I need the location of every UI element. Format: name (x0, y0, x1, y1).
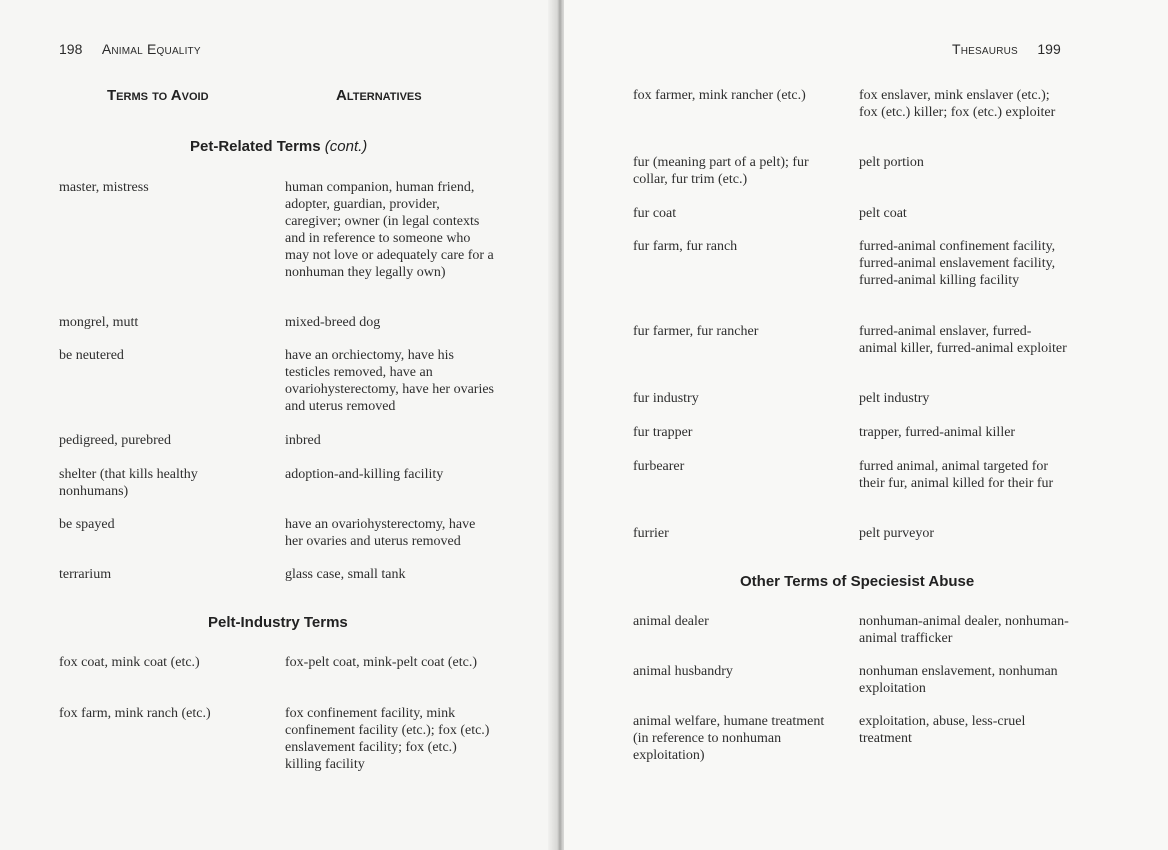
alternative-term: fox-pelt coat, mink-pelt coat (etc.) (285, 655, 478, 670)
alternative-term: fox enslaver, mink enslaver (etc.); fox (etc.) killer; fox (etc.) exploiter (859, 88, 1056, 120)
alternative-term: furred-animal enslaver, furred-animal killer, furred-animal exploiter (859, 324, 1067, 356)
alternative-term: nonhuman enslavement, nonhuman exploitation (859, 664, 1058, 696)
alternative-term: pelt portion (859, 155, 924, 170)
running-head-left: Animal Equality (101, 41, 201, 57)
alternative-term: nonhuman-animal dealer, nonhuman-animal trafficker (859, 614, 1069, 646)
section-title-pelt-industry: Pelt-Industry Terms (208, 614, 348, 631)
right-page-header (952, 41, 1061, 57)
alternative-term: mixed-breed dog (285, 315, 381, 330)
section-title-pet-text: Pet-Related Terms (190, 138, 321, 155)
term-to-avoid: furbearer (633, 459, 685, 474)
term-to-avoid: fur industry (633, 391, 699, 406)
left-page-header (59, 41, 201, 57)
alternative-term: exploitation, abuse, less-cruel treatment (859, 714, 1026, 746)
term-to-avoid: be spayed (59, 517, 115, 532)
running-head-right: Thesaurus (952, 41, 1018, 57)
term-to-avoid: fur farm, fur ranch (633, 239, 738, 254)
term-to-avoid: animal dealer (633, 614, 709, 629)
alternative-term: adoption-and-killing facility (285, 467, 444, 482)
term-to-avoid: fur trapper (633, 425, 693, 440)
term-to-avoid: furrier (633, 526, 669, 541)
page-number-left: 198 (59, 41, 83, 57)
term-to-avoid: fur (meaning part of a pelt); fur collar, fur trim (etc.) (633, 155, 809, 187)
right-page (564, 0, 1168, 850)
alternative-term: glass case, small tank (285, 567, 406, 582)
alternative-term: trapper, furred-animal killer (859, 425, 1016, 440)
term-to-avoid: fur farmer, fur rancher (633, 324, 759, 339)
term-to-avoid: fox farmer, mink rancher (etc.) (633, 88, 806, 103)
section-title-pet-note: (cont.) (324, 138, 368, 155)
column-heading-terms-to-avoid: Terms to Avoid (107, 87, 209, 104)
term-to-avoid: pedigreed, purebred (59, 433, 171, 448)
section-title-other-speciesist-terms: Other Terms of Speciesist Abuse (740, 573, 975, 590)
term-to-avoid: be neutered (59, 348, 124, 363)
term-to-avoid: terrarium (59, 567, 112, 582)
term-to-avoid: fur coat (633, 206, 677, 221)
alternative-term: inbred (285, 433, 321, 448)
section-title-pet-related (190, 138, 367, 155)
term-to-avoid: master, mistress (59, 180, 149, 195)
alternative-term: fox confinement facility, mink confinement facility (etc.); fox (etc.) enslavement facility; fox (etc.) killing facility (285, 706, 490, 772)
alternative-term: have an ovariohysterectomy, have her ovaries and uterus removed (285, 517, 476, 549)
alternative-term: pelt purveyor (859, 526, 935, 541)
alternative-term: pelt coat (859, 206, 907, 221)
term-to-avoid: mongrel, mutt (59, 315, 139, 330)
alternative-term: furred-animal confinement facility, furred-animal enslavement facility, furred-animal killing facility (859, 239, 1056, 288)
alternative-term: furred animal, animal targeted for their fur, animal killed for their fur (859, 459, 1054, 491)
column-heading-alternatives: Alternatives (336, 87, 422, 104)
term-to-avoid: animal welfare, humane treatment (in reference to nonhuman exploitation) (633, 714, 825, 763)
alternative-term: human companion, human friend, adopter, guardian, provider, caregiver; owner (in legal contexts and in reference to someone who may not love or adequately care for a nonhuman they legally own) (285, 180, 494, 280)
alternative-term: have an orchiectomy, have his testicles removed, have an ovariohysterectomy, have her ovaries and uterus removed (285, 348, 495, 414)
term-to-avoid: shelter (that kills healthy nonhumans) (59, 467, 198, 499)
term-to-avoid: fox coat, mink coat (etc.) (59, 655, 200, 670)
term-to-avoid: fox farm, mink ranch (etc.) (59, 706, 211, 721)
page-number-right: 199 (1037, 41, 1061, 57)
term-to-avoid: animal husbandry (633, 664, 733, 679)
alternative-term: pelt industry (859, 391, 930, 406)
left-page (0, 0, 556, 850)
